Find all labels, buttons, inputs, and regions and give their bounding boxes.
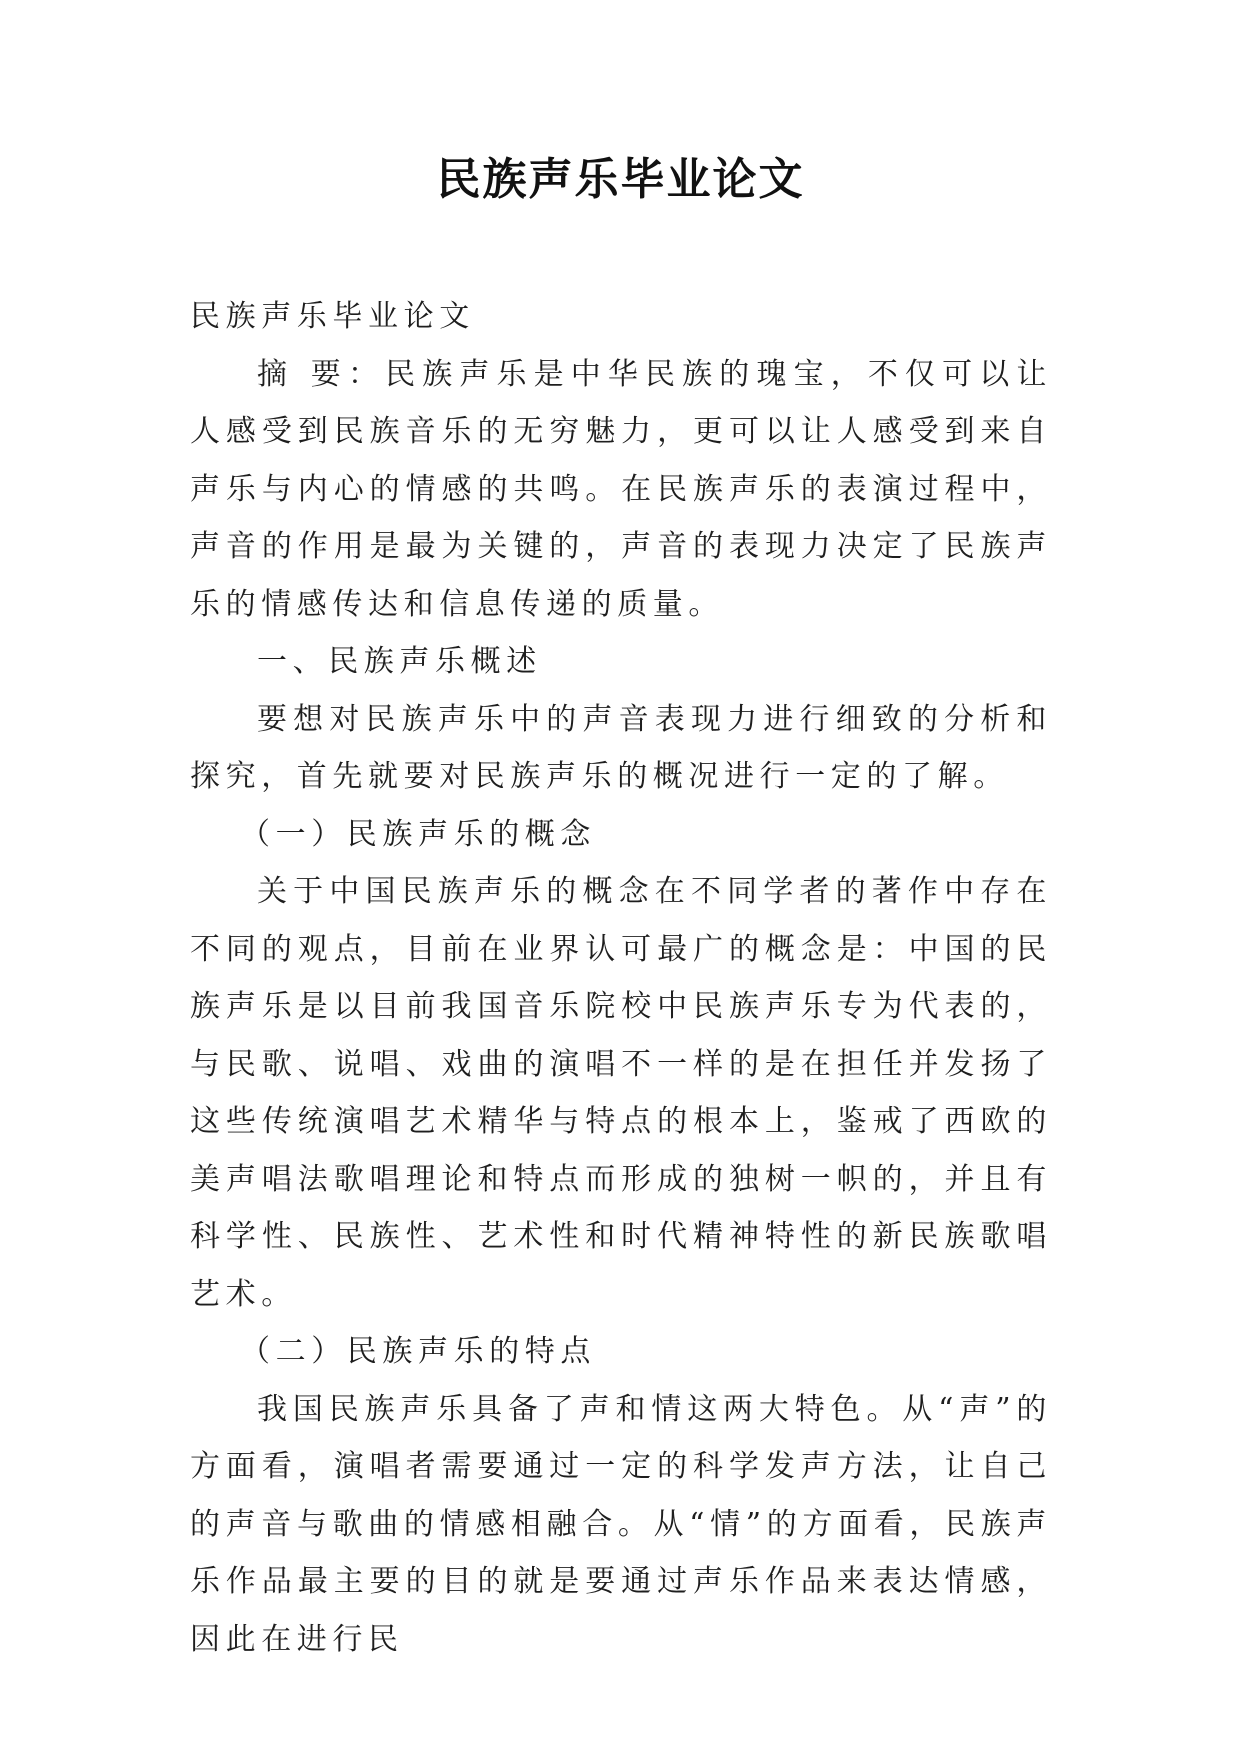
subsection-heading-1: （一）民族声乐的概念 (240, 816, 596, 852)
paragraph-abstract: 摘 要：民族声乐是中华民族的瑰宝，不仅可以让人感受到民族音乐的无穷魅力，更可以让人感受到来自声乐与内心的情感的共鸣。在民族声乐的表演过程中，声音的作用是最为关键的，声音的表现力决定了民族声乐的情感传达和信息传递的质量。 (190, 356, 1052, 622)
section-heading-1: 一、民族声乐概述 (257, 644, 542, 679)
paragraph-concept: 关于中国民族声乐的概念在不同学者的著作中存在不同的观点，目前在业界认可最广的概念是：中国的民族声乐是以目前我国音乐院校中民族声乐专为代表的，与民歌、说唱、戏曲的演唱不一样的是在担任并发扬了这些传统演唱艺术精华与特点的根本上，鉴戒了西欧的美声唱法歌唱理论和特点而形成的独树一帜的，并且有科学性、民族性、艺术性和时代精神特性的新民族歌唱艺术。 (190, 874, 1052, 1312)
document-body (190, 288, 1052, 1668)
paragraph-overview: 要想对民族声乐中的声音表现力进行细致的分析和探究，首先就要对民族声乐的概况进行一定的了解。 (190, 701, 1052, 794)
paragraph-features: 我国民族声乐具备了声和情这两大特色。从“声”的方面看，演唱者需要通过一定的科学发声方法，让自己的声音与歌曲的情感相融合。从“情”的方面看，民族声乐作品最主要的目的就是要通过声乐作品来表达情感，因此在进行民 (190, 1391, 1052, 1657)
paragraph-subtitle: 民族声乐毕业论文 (190, 299, 475, 334)
document-title: 民族声乐毕业论文 (436, 154, 805, 205)
subsection-heading-2: （二）民族声乐的特点 (240, 1334, 596, 1369)
